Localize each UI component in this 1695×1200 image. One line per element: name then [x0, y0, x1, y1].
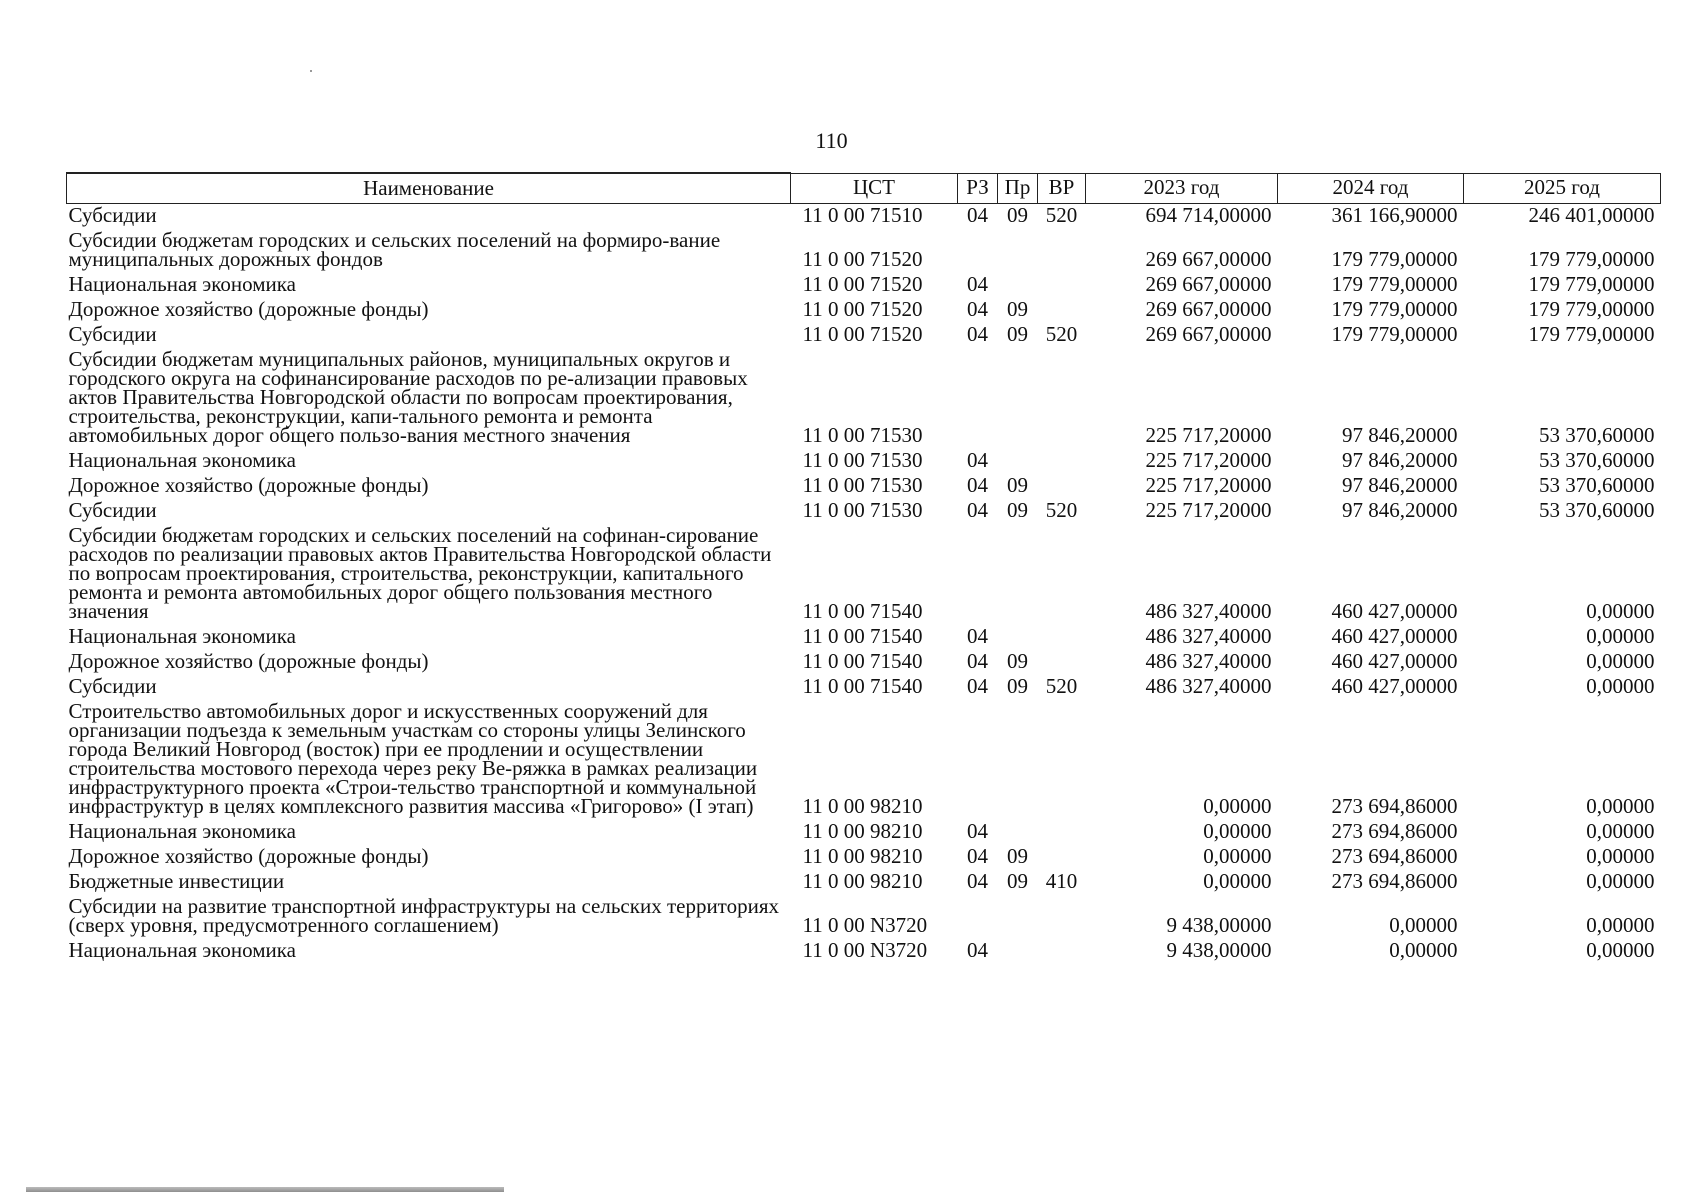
cell-pr: 09 [1007, 674, 1028, 698]
header-pr: Пр [998, 173, 1038, 204]
page-number: 110 [815, 128, 848, 153]
cell-2025: 179 779,00000 [1528, 322, 1655, 346]
cell-cst: 11 0 00 71530 [802, 498, 923, 522]
cell-vr [1038, 700, 1086, 820]
cell-2025: 0,00000 [1586, 794, 1655, 818]
cell-cst: 11 0 00 71530 [802, 473, 923, 497]
cell-2023: 225 717,20000 [1145, 423, 1272, 447]
cell-rz: 04 [967, 649, 988, 673]
table-row [67, 298, 1661, 323]
cell-name: Национальная экономика [68, 938, 296, 962]
cell-2023: 269 667,00000 [1145, 297, 1272, 321]
cell-2024: 361 166,90000 [1331, 203, 1458, 227]
cell-cst: 11 0 00 98210 [802, 819, 923, 843]
cell-name: Дорожное хозяйство (дорожные фонды) [68, 297, 429, 321]
cell-name: Субсидии бюджетам городских и сельских поселений на формиро-вание муниципальных дорожных фондов [68, 228, 721, 271]
cell-name: Субсидии на развитие транспортной инфраструктуры на сельских территориях (сверх уровня, предусмотренного соглашением) [68, 894, 779, 937]
cell-pr [998, 449, 1038, 474]
cell-rz: 04 [967, 203, 988, 227]
cell-pr: 09 [1007, 869, 1028, 893]
table-row [67, 939, 1661, 964]
cell-pr [998, 524, 1038, 625]
cell-cst: 11 0 00 71520 [802, 297, 923, 321]
table-row [67, 204, 1661, 230]
cell-2024: 179 779,00000 [1331, 322, 1458, 346]
cell-2025: 179 779,00000 [1528, 247, 1655, 271]
table-row [67, 524, 1661, 625]
header-rz: РЗ [958, 173, 998, 204]
cell-2024: 0,00000 [1389, 913, 1458, 937]
cell-2025: 0,00000 [1586, 844, 1655, 868]
cell-2025: 53 370,60000 [1539, 423, 1655, 447]
table-header [67, 173, 1661, 204]
table-row [67, 449, 1661, 474]
cell-name: Субсидии [68, 322, 157, 346]
cell-pr: 09 [1007, 844, 1028, 868]
table-row [67, 625, 1661, 650]
cell-name: Строительство автомобильных дорог и искусственных сооружений для организации подъезда к земельным участкам со стороны улицы Зелинского города Великий Новгород (восток) при ее продлении и осуществлении строительства мостового перехода через реку Ве-ряжка в рамках реализации инфраструктурного проекта «Строи-тельство транспортной и коммунальной инфраструктур в целях комплексного развития массива «Григорово» (I этап) [68, 699, 758, 818]
cell-2024: 460 427,00000 [1331, 649, 1458, 673]
cell-pr: 09 [1007, 203, 1028, 227]
table-row [67, 820, 1661, 845]
cell-vr [1038, 895, 1086, 939]
cell-vr [1038, 625, 1086, 650]
cell-vr [1038, 820, 1086, 845]
table-row [67, 895, 1661, 939]
cell-vr [1038, 273, 1086, 298]
cell-rz: 04 [967, 869, 988, 893]
table-row [67, 700, 1661, 820]
cell-2024: 273 694,86000 [1331, 844, 1458, 868]
cell-rz: 04 [967, 844, 988, 868]
cell-cst: 11 0 00 98210 [802, 844, 923, 868]
cell-2023: 486 327,40000 [1145, 674, 1272, 698]
budget-table [66, 172, 1661, 964]
cell-vr [1038, 348, 1086, 449]
cell-2024: 97 846,20000 [1342, 473, 1458, 497]
cell-cst: 11 0 00 71530 [802, 448, 923, 472]
cell-2023: 269 667,00000 [1145, 322, 1272, 346]
table-row [67, 650, 1661, 675]
cell-2024: 0,00000 [1389, 938, 1458, 962]
cell-2023: 269 667,00000 [1145, 272, 1272, 296]
cell-2024: 273 694,86000 [1331, 869, 1458, 893]
table-row [67, 870, 1661, 895]
cell-2023: 486 327,40000 [1145, 599, 1272, 623]
cell-name: Национальная экономика [68, 819, 296, 843]
cell-name: Дорожное хозяйство (дорожные фонды) [68, 473, 429, 497]
cell-2025: 0,00000 [1586, 599, 1655, 623]
cell-2025: 53 370,60000 [1539, 473, 1655, 497]
cell-rz [958, 895, 998, 939]
cell-2023: 0,00000 [1203, 794, 1272, 818]
table-row [67, 499, 1661, 524]
cell-2025: 0,00000 [1586, 938, 1655, 962]
table-row [67, 348, 1661, 449]
cell-vr [1038, 298, 1086, 323]
cell-vr [1038, 939, 1086, 964]
cell-name: Субсидии бюджетам городских и сельских поселений на софинан-сирование расходов по реализации правовых актов Правительства Новгородской области по вопросам проектирования, строительства, реконструкции, капитального ремонта и ремонта автомобильных дорог общего пользования местного значения [68, 523, 772, 623]
cell-2023: 0,00000 [1203, 819, 1272, 843]
cell-name: Национальная экономика [68, 272, 296, 296]
cell-rz: 04 [967, 448, 988, 472]
header-row [67, 173, 1661, 204]
cell-rz [958, 348, 998, 449]
cell-rz: 04 [967, 322, 988, 346]
cell-name: Субсидии [68, 674, 157, 698]
cell-cst: 11 0 00 N3720 [802, 913, 928, 937]
cell-cst: 11 0 00 N3720 [802, 938, 928, 962]
cell-2024: 97 846,20000 [1342, 423, 1458, 447]
cell-vr: 520 [1045, 498, 1078, 522]
cell-name: Бюджетные инвестиции [68, 869, 285, 893]
cell-vr: 410 [1045, 869, 1078, 893]
cell-rz [958, 700, 998, 820]
cell-name: Дорожное хозяйство (дорожные фонды) [68, 844, 429, 868]
cell-2023: 486 327,40000 [1145, 649, 1272, 673]
cell-cst: 11 0 00 71520 [802, 272, 923, 296]
cell-vr [1038, 474, 1086, 499]
cell-vr: 520 [1045, 322, 1078, 346]
scan-artifact [310, 70, 312, 72]
cell-2024: 179 779,00000 [1331, 272, 1458, 296]
cell-2025: 53 370,60000 [1539, 498, 1655, 522]
cell-pr: 09 [1007, 322, 1028, 346]
cell-2024: 460 427,00000 [1331, 674, 1458, 698]
cell-2025: 0,00000 [1586, 649, 1655, 673]
cell-2025: 0,00000 [1586, 869, 1655, 893]
header-2025: 2025 год [1464, 173, 1661, 204]
cell-2023: 225 717,20000 [1145, 498, 1272, 522]
cell-pr [998, 939, 1038, 964]
cell-2023: 0,00000 [1203, 844, 1272, 868]
cell-rz: 04 [967, 272, 988, 296]
cell-cst: 11 0 00 98210 [802, 869, 923, 893]
cell-2025: 0,00000 [1586, 913, 1655, 937]
cell-vr: 520 [1045, 674, 1078, 698]
cell-2024: 273 694,86000 [1331, 819, 1458, 843]
cell-cst: 11 0 00 71510 [802, 203, 923, 227]
cell-2025: 179 779,00000 [1528, 297, 1655, 321]
cell-vr [1038, 449, 1086, 474]
cell-2023: 486 327,40000 [1145, 624, 1272, 648]
cell-cst: 11 0 00 71540 [802, 674, 923, 698]
cell-2025: 0,00000 [1586, 674, 1655, 698]
cell-2024: 179 779,00000 [1331, 247, 1458, 271]
cell-pr [998, 625, 1038, 650]
cell-pr: 09 [1007, 473, 1028, 497]
cell-2025: 0,00000 [1586, 819, 1655, 843]
table-row [67, 845, 1661, 870]
cell-rz [958, 524, 998, 625]
cell-2024: 179 779,00000 [1331, 297, 1458, 321]
cell-name: Национальная экономика [68, 624, 296, 648]
cell-cst: 11 0 00 71540 [802, 599, 923, 623]
cell-2023: 9 438,00000 [1166, 913, 1272, 937]
cell-2025: 0,00000 [1586, 624, 1655, 648]
table-row [67, 229, 1661, 273]
table-row [67, 474, 1661, 499]
cell-cst: 11 0 00 71520 [802, 247, 923, 271]
cell-pr [998, 895, 1038, 939]
table-row [67, 273, 1661, 298]
scan-edge-artifact [26, 1187, 504, 1192]
header-cst: ЦСТ [791, 173, 958, 204]
cell-2023: 269 667,00000 [1145, 247, 1272, 271]
cell-2024: 460 427,00000 [1331, 624, 1458, 648]
table-row [67, 323, 1661, 348]
cell-pr [998, 229, 1038, 273]
cell-2025: 246 401,00000 [1528, 203, 1655, 227]
header-2024: 2024 год [1278, 173, 1464, 204]
cell-vr [1038, 650, 1086, 675]
cell-2023: 694 714,00000 [1145, 203, 1272, 227]
cell-name: Субсидии бюджетам муниципальных районов, муниципальных округов и городского округа на софинансирование расходов по ре-ализации правовых актов Правительства Новгородской области по вопросам проектирования, строительства, реконструкции, капи-тального ремонта и ремонта автомобильных дорог общего пользо-вания местного значения [68, 347, 748, 447]
cell-vr [1038, 229, 1086, 273]
header-name: Наименование [67, 173, 791, 204]
cell-vr [1038, 845, 1086, 870]
cell-rz: 04 [967, 674, 988, 698]
cell-rz: 04 [967, 473, 988, 497]
cell-pr [998, 273, 1038, 298]
cell-name: Субсидии [68, 203, 157, 227]
cell-rz: 04 [967, 498, 988, 522]
cell-pr: 09 [1007, 649, 1028, 673]
table-body [67, 204, 1661, 965]
cell-rz: 04 [967, 297, 988, 321]
cell-name: Национальная экономика [68, 448, 296, 472]
cell-2023: 9 438,00000 [1166, 938, 1272, 962]
header-2023: 2023 год [1086, 173, 1278, 204]
cell-name: Субсидии [68, 498, 157, 522]
cell-cst: 11 0 00 71540 [802, 649, 923, 673]
cell-pr [998, 348, 1038, 449]
cell-pr: 09 [1007, 297, 1028, 321]
cell-2023: 225 717,20000 [1145, 448, 1272, 472]
cell-vr [1038, 524, 1086, 625]
cell-cst: 11 0 00 71540 [802, 624, 923, 648]
cell-name: Дорожное хозяйство (дорожные фонды) [68, 649, 429, 673]
cell-rz [958, 229, 998, 273]
cell-2023: 225 717,20000 [1145, 473, 1272, 497]
cell-pr [998, 700, 1038, 820]
cell-2024: 273 694,86000 [1331, 794, 1458, 818]
cell-2025: 179 779,00000 [1528, 272, 1655, 296]
cell-pr: 09 [1007, 498, 1028, 522]
cell-rz: 04 [967, 938, 988, 962]
cell-pr [998, 820, 1038, 845]
cell-cst: 11 0 00 98210 [802, 794, 923, 818]
cell-2024: 460 427,00000 [1331, 599, 1458, 623]
cell-2023: 0,00000 [1203, 869, 1272, 893]
cell-vr: 520 [1045, 203, 1078, 227]
cell-cst: 11 0 00 71520 [802, 322, 923, 346]
cell-2024: 97 846,20000 [1342, 498, 1458, 522]
cell-rz: 04 [967, 819, 988, 843]
table-row [67, 675, 1661, 700]
cell-cst: 11 0 00 71530 [802, 423, 923, 447]
cell-2024: 97 846,20000 [1342, 448, 1458, 472]
cell-rz: 04 [967, 624, 988, 648]
cell-2025: 53 370,60000 [1539, 448, 1655, 472]
header-vr: ВР [1038, 173, 1086, 204]
